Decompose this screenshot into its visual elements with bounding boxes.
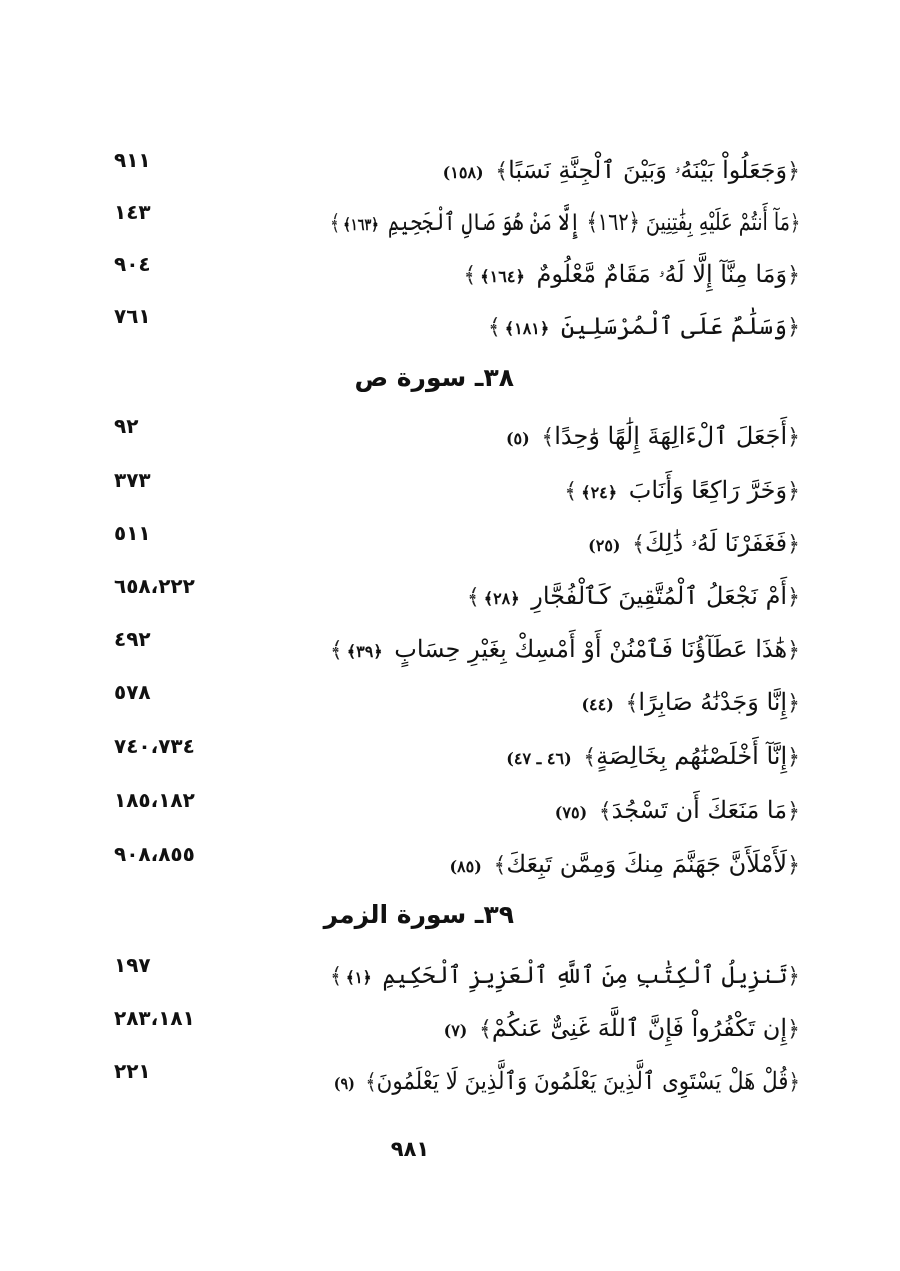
- index-entry: [100, 680, 800, 724]
- ayah-number: (٨٥): [449, 857, 482, 876]
- page-references: ٢٨٣،١٨١: [114, 1006, 195, 1030]
- ayah-number: (٧): [443, 1021, 468, 1040]
- ayah-number: ﴿٢٤﴾: [581, 483, 618, 502]
- bracket-ornament-icon: ﴾: [365, 1070, 377, 1095]
- index-entry: [100, 521, 800, 565]
- verse-text: ﴿مَآ أَنتُمْ عَلَيْهِ بِفَٰتِنِينَ ﴿١٦٢﴾ إِلَّا مَنْ هُوَ صَالِ ٱلْجَحِيمِ ﴿١٦٣﴾﴾: [329, 208, 800, 236]
- bracket-ornament-icon: ﴾: [466, 585, 480, 610]
- verse-text: ﴿أَمْ نَجْعَلُ ٱلْمُتَّقِينَ كَٱلْفُجَّارِ ﴿٢٨﴾﴾: [466, 582, 800, 610]
- ayah-number: (٢٥): [588, 536, 621, 555]
- ayah-number: (٤٤): [581, 695, 614, 714]
- ayah-number: ﴿٢٨﴾: [483, 589, 520, 608]
- ayah-number: ﴿١٦٣﴾: [343, 215, 379, 234]
- index-entry: [100, 468, 800, 512]
- surah-heading: ٣٩ـ سورة الزمر: [323, 900, 514, 929]
- verse-text: ﴿إِنَّا وَجَدْنَٰهُ صَابِرًا﴾ (٤٤): [581, 688, 800, 716]
- page-references: ٦٥٨،٢٢٢: [114, 574, 195, 598]
- bracket-ornament-icon: ﴿: [787, 425, 800, 450]
- bracket-ornament-icon: ﴿: [787, 532, 800, 557]
- index-entry: [100, 252, 800, 296]
- bracket-ornament-icon: ﴿: [787, 1017, 800, 1042]
- index-entry: [100, 148, 800, 192]
- bracket-ornament-icon: ﴾: [625, 691, 639, 716]
- page-references: ٢٢١: [114, 1059, 151, 1083]
- index-entry: [100, 200, 800, 244]
- page-references: ١٤٣: [114, 200, 151, 224]
- bracket-ornament-icon: ﴾: [487, 315, 501, 340]
- bracket-ornament-icon: ﴾: [329, 638, 343, 663]
- verse-text: ﴿إِنَّآ أَخْلَصْنَٰهُم بِخَالِصَةٍ﴾ (٤٦ ـ ٤٧): [506, 742, 800, 770]
- page-number: ٩٨١: [390, 1137, 430, 1161]
- bracket-ornament-icon: ﴿: [787, 638, 800, 663]
- bracket-ornament-icon: ﴿: [789, 211, 800, 236]
- ayah-number: (٥): [505, 429, 530, 448]
- bracket-ornament-icon: ﴾: [330, 964, 343, 989]
- index-entry: [100, 1059, 800, 1103]
- verse-text: ﴿إِن تَكْفُرُواْ فَإِنَّ ٱللَّهَ غَنِىٌّ عَنكُمْ﴾ (٧): [443, 1014, 800, 1042]
- page-references: ٧٦١: [114, 304, 151, 328]
- page-references: ٩١١: [114, 148, 151, 172]
- bracket-ornament-icon: ﴾: [583, 745, 597, 770]
- bracket-ornament-icon: ﴿: [787, 479, 800, 504]
- page-references: ١٩٧: [114, 953, 151, 977]
- ayah-number: (٧٥): [554, 803, 588, 822]
- verse-text: ﴿وَخَرَّ رَاكِعًا وَأَنَابَ ﴿٢٤﴾﴾: [564, 476, 800, 504]
- bracket-ornament-icon: ﴿: [788, 1070, 800, 1095]
- index-entry: [100, 842, 800, 886]
- bracket-ornament-icon: ﴾: [479, 1017, 492, 1042]
- page-references: ٥٧٨: [114, 680, 151, 704]
- ayah-number: (١٥٨): [442, 163, 484, 182]
- index-entry: [100, 414, 800, 458]
- bracket-ornament-icon: ﴾: [564, 479, 578, 504]
- bracket-ornament-icon: ﴿: [787, 691, 800, 716]
- bracket-ornament-icon: ﴿: [787, 159, 800, 184]
- index-entry: [100, 788, 800, 832]
- verse-text: ﴿أَجَعَلَ ٱلْءَالِهَةَ إِلَٰهًا وَٰحِدًا﴾ (٥): [505, 422, 800, 450]
- bracket-ornament-icon: ﴾: [598, 799, 612, 824]
- page-references: ٣٧٣: [114, 468, 151, 492]
- bracket-ornament-icon: ﴿: [787, 315, 800, 340]
- page-references: ٤٩٢: [114, 627, 151, 651]
- page-references: ٩٠٤: [114, 252, 151, 276]
- verse-text: ﴿قُلْ هَلْ يَسْتَوِى ٱلَّذِينَ يَعْلَمُونَ وَٱلَّذِينَ لَا يَعْلَمُونَ﴾ (٩): [333, 1067, 800, 1095]
- index-entry: [100, 627, 800, 671]
- bracket-ornament-icon: ﴾: [541, 425, 555, 450]
- bracket-ornament-icon: ﴿: [787, 263, 800, 288]
- bracket-ornament-icon: ﴾: [632, 532, 646, 557]
- index-entry: [100, 304, 800, 348]
- bracket-ornament-icon: ﴾: [493, 853, 507, 878]
- verse-text: ﴿هَٰذَا عَطَآؤُنَا فَٱمْنُنْ أَوْ أَمْسِكْ بِغَيْرِ حِسَابٍ ﴿٣٩﴾﴾: [329, 635, 800, 663]
- bracket-ornament-icon: ﴿: [787, 585, 800, 610]
- index-entry: [100, 734, 800, 778]
- ayah-number: (٩): [333, 1074, 355, 1093]
- bracket-ornament-icon: ﴿: [787, 745, 800, 770]
- page-references: ٩٠٨،٨٥٥: [114, 842, 195, 866]
- verse-text: ﴿لَأَمْلَأَنَّ جَهَنَّمَ مِنكَ وَمِمَّن تَبِعَكَ﴾ (٨٥): [449, 850, 800, 878]
- page-references: ٥١١: [114, 521, 151, 545]
- verse-text: ﴿وَسَلَٰمٌ عَلَى ٱلْمُرْسَلِينَ ﴿١٨١﴾﴾: [487, 312, 800, 340]
- bracket-ornament-icon: ﴾: [329, 211, 340, 236]
- verse-text: ﴿وَجَعَلُواْ بَيْنَهُۥ وَبَيْنَ ٱلْجِنَّةِ نَسَبًا﴾ (١٥٨): [442, 156, 800, 184]
- ayah-number: ﴿١٦٤﴾: [480, 267, 525, 286]
- ayah-number: ﴿١٨١﴾: [504, 319, 550, 338]
- verse-text: ﴿فَغَفَرْنَا لَهُۥ ذَٰلِكَ﴾ (٢٥): [588, 529, 800, 557]
- ayah-number: ﴿١﴾: [346, 968, 372, 987]
- page-references: ١٨٥،١٨٢: [114, 788, 195, 812]
- bracket-ornament-icon: ﴿: [787, 964, 800, 989]
- verse-text: ﴿وَمَا مِنَّآ إِلَّا لَهُۥ مَقَامٌ مَّعْلُومٌ ﴿١٦٤﴾﴾: [463, 260, 800, 288]
- index-entry: [100, 953, 800, 997]
- bracket-ornament-icon: ﴿: [787, 853, 800, 878]
- bracket-ornament-icon: ﴾: [495, 159, 509, 184]
- verse-text: ﴿تَنزِيلُ ٱلْكِتَٰبِ مِنَ ٱللَّهِ ٱلْعَزِيزِ ٱلْحَكِيمِ ﴿١﴾﴾: [330, 961, 800, 989]
- ayah-number: ﴿٣٩﴾: [346, 642, 383, 661]
- verse-text: ﴿مَا مَنَعَكَ أَن تَسْجُدَ﴾ (٧٥): [554, 796, 800, 824]
- page-references: ٧٤٠،٧٣٤: [114, 734, 195, 758]
- bracket-ornament-icon: ﴿: [787, 799, 800, 824]
- surah-heading: ٣٨ـ سورة ص: [354, 363, 514, 392]
- bracket-ornament-icon: ﴾: [463, 263, 477, 288]
- index-entry: [100, 1006, 800, 1050]
- ayah-number: (٤٦ ـ ٤٧): [506, 749, 572, 768]
- page-references: ٩٢: [114, 414, 139, 438]
- index-entry: [100, 574, 800, 618]
